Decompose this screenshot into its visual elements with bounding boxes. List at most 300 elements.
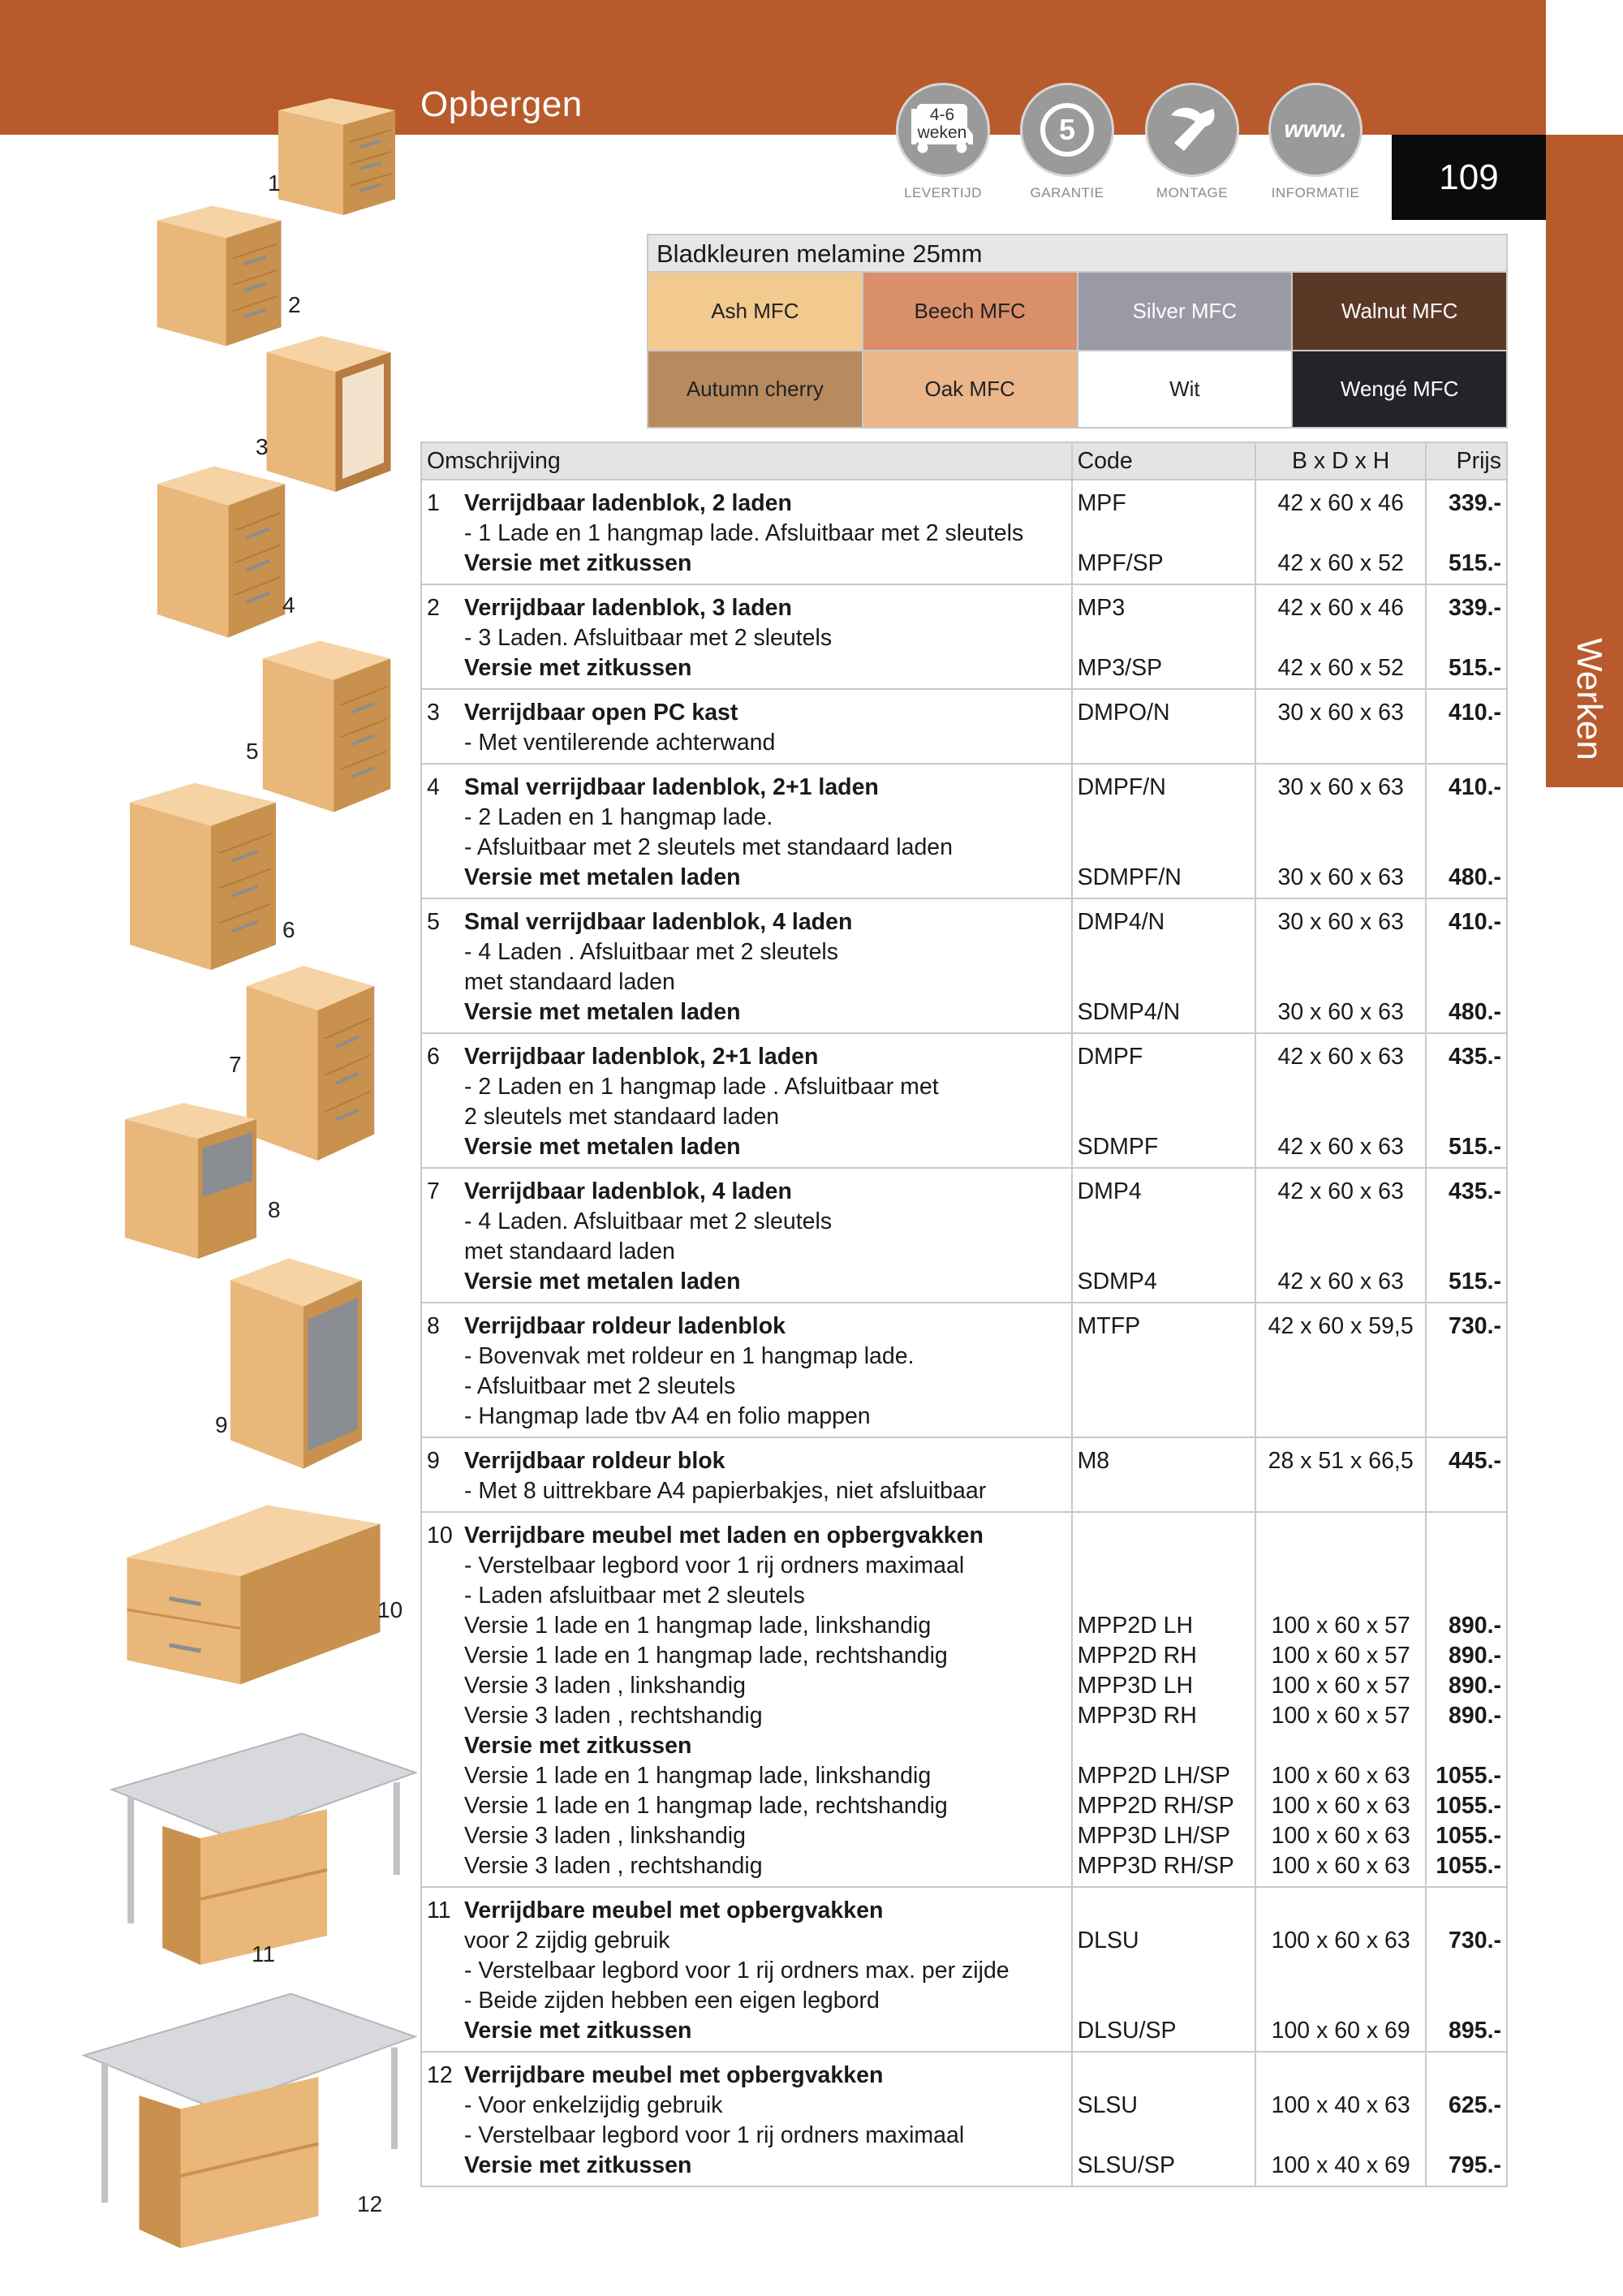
code-value: MPP3D LH/SP [1077,1823,1231,1849]
code-value [1078,1956,1251,1986]
delivery-badge [917,104,967,144]
price-value: 435.- [1449,1044,1501,1070]
side-tab[interactable] [1546,135,1623,787]
swatch-weng-mfc: Wengé MFC [1293,351,1506,427]
dimension-value [1261,1986,1420,2016]
description-line [427,698,1066,728]
cell-price [1426,689,1507,764]
description-line [427,1896,1066,1926]
product-image-1 [272,96,402,222]
price-value [1431,519,1501,549]
product-image-11 [105,1729,422,1976]
swatch-silver-mfc: Silver MFC [1078,273,1294,350]
item-number: 4 [427,774,440,800]
cell-description [421,1437,1072,1512]
www-label: www. [1284,116,1347,143]
dimension-value: 42 x 60 x 46 [1277,490,1404,516]
price-value: 480.- [1449,999,1501,1025]
swatch-autumn-cherry: Autumn cherry [648,351,863,427]
code-value [1078,1102,1251,1132]
code-value [1078,1342,1251,1372]
description-line: met standaard laden [464,969,675,995]
description-line [427,593,1066,623]
code-value: MPP3D LH [1077,1673,1194,1699]
swatch-row [648,273,1506,350]
price-value: 480.- [1449,864,1501,890]
description-line: - Afsluitbaar met 2 sleutels met standaard laden [464,834,953,860]
dimension-value: 30 x 60 x 63 [1277,700,1404,726]
code-value [1078,2121,1251,2151]
product-image-number: 3 [256,434,269,459]
swatch-wit: Wit [1078,351,1294,427]
description-line: - Verstelbaar legbord voor 1 rij ordners maximaal [464,1553,965,1579]
price-value [1431,1521,1501,1551]
description-line: Versie 1 lade en 1 hangmap lade, linkshandig [464,1763,932,1789]
description-line: Versie met zitkussen [464,1733,692,1759]
cell-dimensions [1255,1512,1426,1887]
product-image-number: 1 [268,170,281,196]
code-value: MPP2D LH [1077,1613,1194,1639]
cell-description [421,689,1072,764]
description-line: Versie met metalen laden [464,864,741,890]
description-line: Versie 3 laden , rechtshandig [464,1703,763,1729]
item-title: Smal verrijdbaar ladenblok, 2+1 laden [464,774,879,800]
price-value [1431,2061,1501,2091]
cell-description [421,1887,1072,2052]
cell-description [421,1303,1072,1437]
price-value: 515.- [1449,655,1501,681]
cell-price [1426,764,1507,898]
code-value: MPP2D RH [1077,1643,1197,1669]
price-value: 890.- [1449,1673,1501,1699]
description-line: - 1 Lade en 1 hangmap lade. Afsluitbaar met 2 sleutels [464,520,1024,546]
cell-price [1426,1887,1507,2052]
dimension-value: 42 x 60 x 52 [1277,550,1404,576]
cell-code [1072,689,1256,764]
service-montage [1145,83,1239,201]
description-line: Versie 1 lade en 1 hangmap lade, linkshandig [464,1613,932,1639]
product-image-6 [122,779,284,978]
guarantee-number: 5 [1058,113,1076,146]
service-caption: MONTAGE [1156,185,1229,200]
dimension-value [1261,1102,1420,1132]
price-value: 890.- [1449,1643,1501,1669]
description-line: - Bovenvak met roldeur en 1 hangmap lade. [464,1343,915,1369]
product-image-number: 10 [377,1597,403,1622]
description-line [427,1312,1066,1342]
price-value: 515.- [1449,550,1501,576]
table-row [421,480,1507,584]
table-row [421,689,1507,764]
product-image-8 [118,1100,264,1266]
dimension-value [1261,1402,1420,1432]
dimension-value [1261,1956,1420,1986]
code-value [1078,1551,1251,1581]
header-description: Omschrijving [421,442,1072,480]
dimension-value [1261,1342,1420,1372]
price-value [1431,1476,1501,1506]
description-line: - Verstelbaar legbord voor 1 rij ordners max. per zijde [464,1958,1010,1984]
code-value: MPP2D RH/SP [1077,1793,1234,1819]
dimension-value: 100 x 40 x 69 [1271,2152,1410,2178]
product-image-number: 4 [282,592,295,618]
dimension-value: 100 x 40 x 63 [1271,2092,1410,2118]
cell-price [1426,1168,1507,1303]
swatch-oak-mfc: Oak MFC [863,351,1078,427]
cell-code [1072,764,1256,898]
dimension-value: 30 x 60 x 63 [1277,909,1404,935]
page-number: 109 [1439,157,1499,197]
description-line [427,773,1066,803]
product-image-10 [122,1501,385,1692]
item-number: 1 [427,490,440,516]
dimension-value: 100 x 60 x 63 [1271,1853,1410,1879]
code-value: DLSU/SP [1077,2018,1177,2044]
product-image-number: 5 [246,739,259,764]
dimension-value [1261,2061,1420,2091]
code-value [1078,623,1251,653]
code-value: MP3 [1077,595,1126,621]
code-value [1078,1476,1251,1506]
cell-description [421,1512,1072,1887]
code-value [1078,1372,1251,1402]
swatch-beech-mfc: Beech MFC [863,273,1078,350]
swatch-row [648,350,1506,427]
cell-code [1072,1437,1256,1512]
code-value: MTFP [1077,1313,1141,1339]
description-line: - 2 Laden en 1 hangmap lade. [464,804,773,830]
description-line: Versie met zitkussen [464,655,692,681]
service-caption: GARANTIE [1030,185,1104,200]
price-value: 795.- [1449,2152,1501,2178]
code-value: DMP4 [1077,1178,1142,1204]
cell-description [421,1033,1072,1168]
price-value [1431,1581,1501,1611]
cell-description [421,764,1072,898]
code-value: SLSU [1077,2092,1139,2118]
product-image-9 [223,1254,369,1477]
dimension-value: 30 x 60 x 63 [1277,999,1404,1025]
price-value: 445.- [1449,1448,1501,1474]
description-line: Versie met metalen laden [464,999,741,1025]
price-value [1431,937,1501,967]
item-title: Smal verrijdbaar ladenblok, 4 laden [464,909,853,935]
dimension-value: 42 x 60 x 63 [1277,1134,1404,1160]
description-line: - Voor enkelzijdig gebruik [464,2092,723,2118]
dimension-value [1261,1476,1420,1506]
code-value [1078,728,1251,758]
price-value: 625.- [1449,2092,1501,2118]
cell-dimensions [1255,480,1426,584]
code-value: SDMPF [1077,1134,1159,1160]
price-value [1431,2121,1501,2151]
item-title: Verrijdbaar ladenblok, 3 laden [464,595,792,621]
page-number-box [1392,135,1546,220]
price-value [1431,1731,1501,1761]
cell-dimensions [1255,764,1426,898]
dimension-value: 42 x 60 x 59,5 [1268,1313,1414,1339]
code-value: DMPF [1077,1044,1143,1070]
cell-price [1426,898,1507,1033]
cell-code [1072,480,1256,584]
code-value [1078,1986,1251,2016]
table-row [421,1887,1507,2052]
description-line: Versie met zitkussen [464,2152,692,2178]
code-value [1078,1731,1251,1761]
product-image-number: 6 [282,917,295,942]
price-value: 895.- [1449,2018,1501,2044]
description-line: - 2 Laden en 1 hangmap lade . Afsluitbaar met [464,1074,939,1100]
cell-price [1426,1303,1507,1437]
description-line: - Met 8 uittrekbare A4 papierbakjes, niet afsluitbaar [464,1478,987,1504]
code-value: MP3/SP [1077,655,1163,681]
item-title: Verrijdbare meubel met opbergvakken [464,2062,884,2088]
code-value [1078,833,1251,863]
description-line: Versie 3 laden , linkshandig [464,1823,746,1849]
service-caption: INFORMATIE [1271,185,1360,200]
price-value [1431,1956,1501,1986]
price-value [1431,1551,1501,1581]
code-value: DLSU [1077,1928,1139,1954]
guarantee-5-icon [1020,83,1114,177]
description-line: - Laden afsluitbaar met 2 sleutels [464,1583,805,1609]
cell-dimensions [1255,1033,1426,1168]
table-row [421,2052,1507,2186]
code-value: MPP3D RH/SP [1077,1853,1234,1879]
dimension-value: 100 x 60 x 69 [1271,2018,1410,2044]
dimension-value: 100 x 60 x 63 [1271,1793,1410,1819]
service-garantie [1020,83,1114,201]
cell-dimensions [1255,1168,1426,1303]
swatches-title: Bladkleuren melamine 25mm [648,235,1506,273]
product-image-number: 8 [268,1197,281,1222]
code-value: M8 [1077,1448,1110,1474]
cell-price [1426,1512,1507,1887]
description-line: Versie 1 lade en 1 hangmap lade, rechtshandig [464,1643,948,1669]
item-title: Verrijdbaar roldeur ladenblok [464,1313,786,1339]
product-image-number: 7 [229,1052,242,1077]
cell-price [1426,2052,1507,2186]
description-line: - 3 Laden. Afsluitbaar met 2 sleutels [464,625,833,651]
description-line [427,907,1066,937]
code-value: DMP4/N [1077,909,1165,935]
cell-dimensions [1255,1437,1426,1512]
code-value [1078,1072,1251,1102]
cell-dimensions [1255,898,1426,1033]
price-value: 435.- [1449,1178,1501,1204]
price-value: 890.- [1449,1703,1501,1729]
dimension-value: 42 x 60 x 52 [1277,655,1404,681]
price-value: 890.- [1449,1613,1501,1639]
item-number: 11 [427,1898,451,1923]
item-number: 2 [427,595,440,621]
price-value [1431,1372,1501,1402]
dimension-value: 100 x 60 x 63 [1271,1928,1410,1954]
cell-price [1426,1437,1507,1512]
dimension-value [1261,1521,1420,1551]
code-value: DMPF/N [1077,774,1166,800]
item-number: 7 [427,1178,440,1204]
table-row [421,1512,1507,1887]
dimension-value: 100 x 60 x 57 [1271,1613,1410,1639]
cell-dimensions [1255,1887,1426,2052]
code-value: DMPO/N [1077,700,1170,726]
price-value: 1055.- [1436,1823,1501,1849]
delivery-badge-unit: weken [917,123,967,142]
item-number: 10 [427,1523,453,1549]
cell-dimensions [1255,2052,1426,2186]
service-informatie[interactable] [1268,83,1363,201]
description-line: Versie met metalen laden [464,1269,741,1294]
price-value [1431,803,1501,833]
dimension-value [1261,623,1420,653]
dimension-value [1261,1551,1420,1581]
dimension-value [1261,1372,1420,1402]
cell-code [1072,898,1256,1033]
cell-price [1426,480,1507,584]
price-value: 730.- [1449,1928,1501,1954]
delivery-badge-weeks: 4-6 [929,106,955,124]
dimension-value [1261,2121,1420,2151]
item-title: Verrijdbaar open PC kast [464,700,738,726]
color-swatches [647,234,1508,429]
cell-description [421,898,1072,1033]
cell-code [1072,1303,1256,1437]
service-caption: LEVERTIJD [904,185,982,200]
price-value [1431,623,1501,653]
code-value [1078,803,1251,833]
description-line: 2 sleutels met standaard laden [464,1104,780,1130]
dimension-value [1261,803,1420,833]
product-image-12 [77,1988,422,2260]
code-value [1078,2061,1251,2091]
code-value [1078,519,1251,549]
dimension-value [1261,1581,1420,1611]
dimension-value [1261,937,1420,967]
table-header-row [421,442,1507,480]
header-price: Prijs [1426,442,1507,480]
description-line: - Verstelbaar legbord voor 1 rij ordners maximaal [464,2122,965,2148]
www-icon [1268,83,1363,177]
dimension-value: 100 x 60 x 63 [1271,1823,1410,1849]
cell-description [421,1168,1072,1303]
price-value: 515.- [1449,1134,1501,1160]
swatch-ash-mfc: Ash MFC [648,273,863,350]
code-value [1078,967,1251,997]
price-value: 730.- [1449,1313,1501,1339]
item-number: 8 [427,1313,440,1339]
product-image-number: 9 [215,1412,228,1437]
cell-price [1426,584,1507,689]
side-tab-label: Werken [1569,638,1609,760]
description-line: Versie met metalen laden [464,1134,741,1160]
code-value [1078,1402,1251,1432]
price-value [1431,1342,1501,1372]
item-number: 6 [427,1044,440,1070]
item-title: Verrijdbaar roldeur blok [464,1448,725,1474]
price-value [1431,1102,1501,1132]
description-line: - Afsluitbaar met 2 sleutels [464,1373,736,1399]
table-row [421,584,1507,689]
dimension-value: 30 x 60 x 63 [1277,774,1404,800]
dimension-value: 100 x 60 x 57 [1271,1673,1410,1699]
swatch-walnut-mfc: Walnut MFC [1293,273,1506,350]
code-value [1078,937,1251,967]
cell-code [1072,1168,1256,1303]
dimension-value: 42 x 60 x 63 [1277,1178,1404,1204]
dimension-value [1261,1207,1420,1237]
item-number: 9 [427,1448,440,1474]
product-image-number: 12 [357,2191,383,2216]
cell-code [1072,1512,1256,1887]
description-line [427,1521,1066,1551]
item-title: Verrijdbaar ladenblok, 2 laden [464,490,792,516]
cell-dimensions [1255,1303,1426,1437]
table-row [421,1437,1507,1512]
description-line: Versie 1 lade en 1 hangmap lade, rechtshandig [464,1793,948,1819]
code-value: SDMPF/N [1077,864,1182,890]
price-value: 410.- [1449,700,1501,726]
description-line [427,1177,1066,1207]
item-number: 12 [427,2062,453,2088]
dimension-value [1261,967,1420,997]
table-row [421,898,1507,1033]
item-title: Verrijdbare meubel met laden en opbergvakken [464,1523,984,1549]
price-value [1431,1986,1501,2016]
cell-code [1072,1887,1256,2052]
code-value: MPF [1077,490,1126,516]
dimension-value [1261,728,1420,758]
item-title: Verrijdbare meubel met opbergvakken [464,1898,884,1923]
code-value: SDMP4 [1077,1269,1157,1294]
price-value: 339.- [1449,490,1501,516]
description-line: - 4 Laden . Afsluitbaar met 2 sleutels [464,939,839,965]
cell-code [1072,2052,1256,2186]
price-value [1431,967,1501,997]
price-value [1431,1207,1501,1237]
description-line: Versie 3 laden , rechtshandig [464,1853,763,1879]
price-value: 1055.- [1436,1763,1501,1789]
code-value [1078,1207,1251,1237]
product-image-2 [150,203,288,353]
dimension-value: 100 x 60 x 57 [1271,1703,1410,1729]
item-number: 5 [427,909,440,935]
dimension-value: 42 x 60 x 63 [1277,1044,1404,1070]
code-value: MPF/SP [1077,550,1164,576]
code-value [1078,1896,1251,1926]
description-line: - Met ventilerende achterwand [464,730,776,756]
cell-description [421,584,1072,689]
price-value: 339.- [1449,595,1501,621]
product-table [420,442,1508,2187]
dimension-value [1261,1237,1420,1267]
cell-code [1072,1033,1256,1168]
price-value [1431,728,1501,758]
product-image-number: 2 [288,292,301,317]
price-value: 515.- [1449,1269,1501,1294]
section-title: Opbergen [420,84,583,124]
price-value [1431,1896,1501,1926]
cell-description [421,2052,1072,2186]
table-row [421,1303,1507,1437]
description-line [427,489,1066,519]
description-line: Versie 3 laden , linkshandig [464,1673,746,1699]
table-row [421,764,1507,898]
cell-dimensions [1255,584,1426,689]
code-value [1078,1521,1251,1551]
code-value: MPP3D RH [1077,1703,1197,1729]
description-line [427,1042,1066,1072]
